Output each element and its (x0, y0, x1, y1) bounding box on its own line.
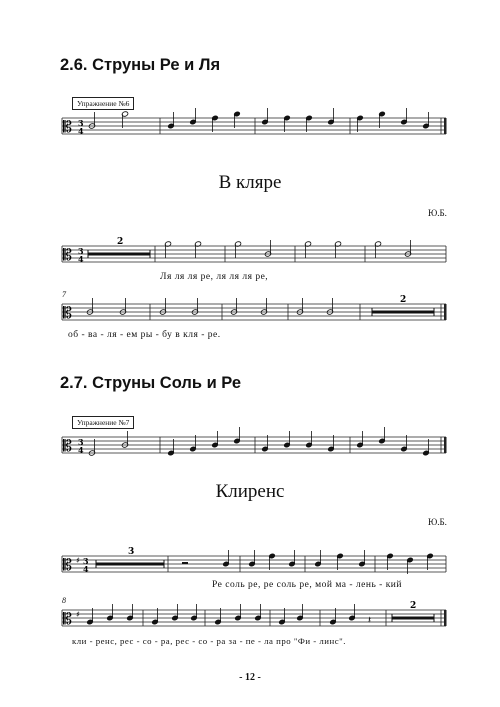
sharp-icon: ♯ (76, 610, 80, 619)
alto-clef-icon: 𝄡 (63, 303, 72, 322)
time-signature-top: 3 (83, 556, 89, 566)
alto-clef-icon: 𝄡 (63, 555, 72, 574)
quarter-rest-icon: 𝄽 (368, 615, 372, 626)
measure-number-7: 7 (62, 290, 66, 299)
page-number: - 12 - (239, 672, 261, 683)
time-signature-top: 3 (78, 118, 84, 128)
alto-clef-icon: 𝄡 (63, 245, 72, 264)
time-signature-bottom: 4 (78, 126, 84, 136)
multirest-bar (392, 617, 434, 620)
lyrics-v-klyare-2: об - ва - ля - ем ры - бу в кля - ре. (68, 330, 221, 340)
time-signature-top: 3 (78, 246, 84, 256)
multirest-bar (88, 253, 150, 256)
multirest-count: 2 (400, 295, 407, 305)
song-author-2: Ю.Б. (428, 517, 447, 527)
alto-clef-icon: 𝄡 (63, 436, 72, 455)
notes-klirens-1 (223, 550, 434, 574)
time-signature-bottom: 4 (78, 445, 84, 455)
song-title-v-klyare: В кляре (218, 172, 282, 193)
multirest-count: 2 (410, 601, 417, 611)
half-rest-icon (182, 562, 188, 564)
notes-v-klyare-2 (86, 298, 333, 315)
alto-clef-icon: 𝄡 (63, 117, 72, 136)
song-author-1: Ю.Б. (428, 208, 447, 218)
multirest-bar (96, 563, 164, 566)
exercise-label-7: Упражнение №7 (72, 416, 134, 429)
section-title-2-7: 2.7. Струны Соль и Ре (60, 374, 242, 392)
staff-exercise-7 (0, 427, 500, 467)
time-signature-top: 3 (78, 437, 84, 447)
multirest-bar (372, 311, 434, 314)
staff-exercise-6 (0, 108, 500, 148)
section-title-2-6: 2.6. Струны Ре и Ля (60, 56, 221, 74)
multirest-count: 2 (117, 237, 124, 247)
lyrics-v-klyare-1: Ля ля ля ре, ля ля ля ре, (160, 272, 269, 282)
lyrics-klirens-1: Ре соль ре, ре соль ре, мой ма - лень - кий (212, 580, 402, 590)
exercise-label-6: Упражнение №6 (72, 97, 134, 110)
song-title-klirens: Клиренс (215, 481, 285, 502)
notes-v-klyare-1 (164, 240, 411, 258)
time-signature-bottom: 4 (83, 564, 89, 574)
time-signature-bottom: 4 (78, 254, 84, 264)
notes-exercise-6 (88, 108, 429, 132)
lyrics-klirens-2: кли - ренс, рес - со - ра, рес - со - ра за - пе - ла про "Фи - линс". (72, 636, 346, 646)
multirest-count: 3 (128, 547, 135, 557)
notes-exercise-7 (88, 427, 429, 456)
alto-clef-icon: 𝄡 (63, 609, 72, 628)
measure-number-8: 8 (62, 596, 66, 605)
sharp-icon: ♯ (76, 556, 80, 565)
